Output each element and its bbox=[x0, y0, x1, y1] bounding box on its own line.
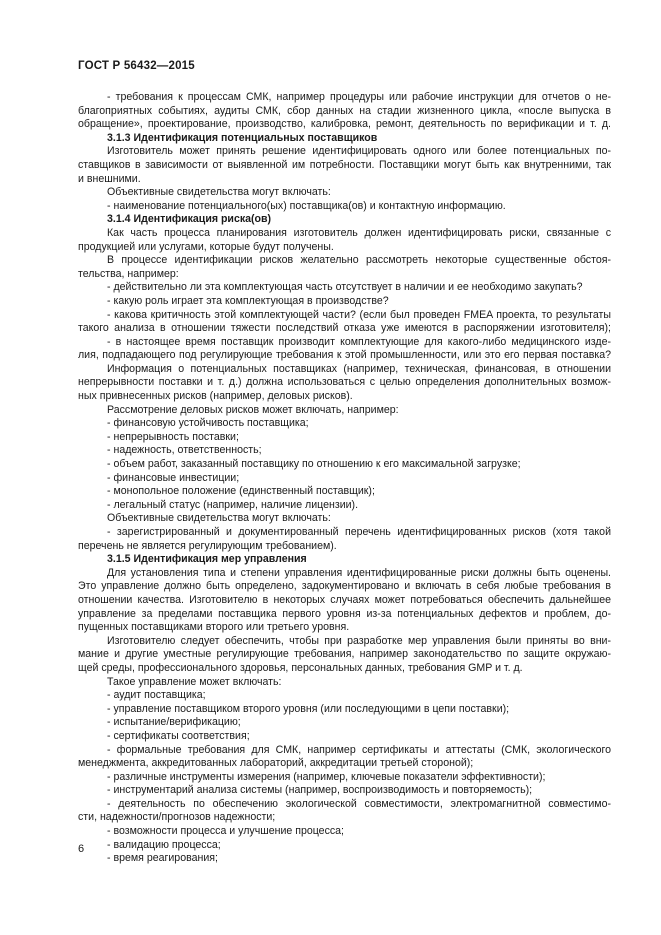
list-item: - аудит поставщика; bbox=[107, 689, 206, 702]
text-line: Для установления типа и степени управления идентифицированные риски должны быть оценены. bbox=[107, 566, 611, 579]
text-line: Изготовителю следует обеспечить, чтобы при разработке мер управления были приняты во вни- bbox=[107, 634, 611, 647]
list-item: - сертификаты соответствия; bbox=[107, 729, 250, 742]
list-item: - формальные требования для СМК, например сертификаты и аттестаты (СМК, экологического bbox=[107, 743, 611, 756]
list-item: - испытание/верификацию; bbox=[107, 716, 241, 729]
text-line: тельства, например: bbox=[78, 267, 179, 280]
section-heading: 3.1.3 Идентификация потенциальных поставщиков bbox=[107, 131, 378, 144]
text-line: благоприятных событиях, аудиты СМК, сбор данных на стадии жизненного цикла, «после выпуска в bbox=[78, 104, 611, 117]
list-item: - инструментарий анализа системы (например, воспроизводимость и повторяемость); bbox=[107, 784, 533, 797]
list-item: - управление поставщиком второго уровня (или последующими в цепи поставки); bbox=[107, 702, 510, 715]
text-line: сти, надежности/прогнозов надежности; bbox=[78, 811, 276, 824]
text-line: Информация о потенциальных поставщиках (например, техническая, финансовая, в отношении bbox=[107, 362, 611, 375]
section-heading: 3.1.4 Идентификация риска(ов) bbox=[107, 213, 272, 226]
text-line: такого анализа в отношении тяжести последствий отказа уже имеются в распоряжении изготовителя); bbox=[78, 322, 611, 335]
list-item: - валидацию процесса; bbox=[107, 838, 221, 851]
text-line: Такое управление может включать: bbox=[107, 675, 282, 688]
list-item: - какова критичность этой комплектующей части? (если был проведен FMEA проекта, то результаты bbox=[107, 308, 611, 321]
text-line: щей среды, профессионального здоровья, персональных данных, требования GMP и т. д. bbox=[78, 661, 523, 674]
list-item: - различные инструменты измерения (например, ключевые показатели эффективности); bbox=[107, 770, 546, 783]
text-line: Рассмотрение деловых рисков может включать, например: bbox=[107, 403, 399, 416]
text-line: продукцией или услугами, которые будут получены. bbox=[78, 240, 334, 253]
text-line: Объективные свидетельства могут включать: bbox=[107, 512, 331, 525]
list-item: - финансовые инвестиции; bbox=[107, 471, 240, 484]
text-line: непрерывности поставки и т. д.) должна использоваться с целью определения дополнительных возмож- bbox=[78, 376, 611, 389]
text-line: пущенных поставщиками второго или третьего уровня. bbox=[78, 621, 350, 634]
list-item: - действительно ли эта комплектующая часть отсутствует в наличии и ее необходимо закупать? bbox=[107, 281, 583, 294]
section-heading: 3.1.5 Идентификация мер управления bbox=[107, 553, 307, 566]
list-item: - возможности процесса и улучшение процесса; bbox=[107, 825, 344, 838]
list-item: - в настоящее время поставщик производит комплектующие для какого-либо медицинского изде- bbox=[107, 335, 611, 348]
list-item: - время реагирования; bbox=[107, 852, 218, 865]
text-line: ных привнесенных рисков (например, деловых рисков). bbox=[78, 390, 353, 403]
text-line: Изготовитель может принять решение идентифицировать одного или более потенциальных по- bbox=[107, 145, 611, 158]
list-item: - финансовую устойчивость поставщика; bbox=[107, 417, 309, 430]
text-line: Это управление должно быть определено, задокументировано и включать в себя любые требования в bbox=[78, 580, 611, 593]
text-line: управление за пределами поставщика первого уровня из-за потенциальных дефектов и проблем, до- bbox=[78, 607, 611, 620]
text-line: ставщиков в зависимости от выявленной им потребности. Поставщики могут быть как внутренними, так bbox=[78, 158, 611, 171]
text-line: менеджмента, аккредитованных лабораторий, аккредитации третьей стороной); bbox=[78, 757, 474, 770]
list-item: - наименование потенциального(ых) поставщика(ов) и контактную информацию. bbox=[107, 199, 506, 212]
text-line: лия, подпадающего под регулирующие требования к этой промышленности, или это его первая поставка? bbox=[78, 349, 611, 362]
text-line: и внешними. bbox=[78, 172, 141, 185]
text-line: Объективные свидетельства могут включать: bbox=[107, 186, 331, 199]
list-item: - непрерывность поставки; bbox=[107, 430, 239, 443]
text-line: мание и другие уместные регулирующие требования, например законодательство по защите окружаю- bbox=[78, 648, 611, 661]
page-number: 6 bbox=[78, 843, 85, 855]
list-item: - легальный статус (например, наличие лицензии). bbox=[107, 498, 359, 511]
document-header: ГОСТ Р 56432—2015 bbox=[78, 60, 195, 72]
text-line: обращение», проектирование, производство, калибровка, ремонт, деятельность по верификации и т. д. bbox=[78, 118, 611, 131]
list-item: - зарегистрированный и документированный перечень идентифицированных рисков (хотя такой bbox=[107, 526, 611, 538]
list-item: - деятельность по обеспечению экологической совместимости, электромагнитной совместимо- bbox=[107, 797, 611, 810]
text-line: перечень не является регулирующим требованием). bbox=[78, 539, 337, 552]
list-item: - надежность, ответственность; bbox=[107, 444, 262, 457]
list-item: - монопольное положение (единственный поставщик); bbox=[107, 485, 375, 498]
list-item: - объем работ, заказанный поставщику по отношению к его максимальной загрузке; bbox=[107, 458, 521, 471]
text-line: В процессе идентификации рисков желательно рассмотреть некоторые существенные обстоя- bbox=[107, 254, 611, 267]
text-line: Как часть процесса планирования изготовитель должен идентифицировать риски, связанные с bbox=[107, 226, 611, 239]
list-item: - какую роль играет эта комплектующая в производстве? bbox=[107, 294, 389, 307]
text-line: отношении качества. Изготовителю в некоторых случаях может потребоваться обеспечить дальнейшее bbox=[78, 593, 611, 606]
list-item: - требования к процессам СМК, например процедуры или рабочие инструкции для отчетов о не- bbox=[107, 91, 611, 103]
document-body bbox=[78, 91, 611, 866]
